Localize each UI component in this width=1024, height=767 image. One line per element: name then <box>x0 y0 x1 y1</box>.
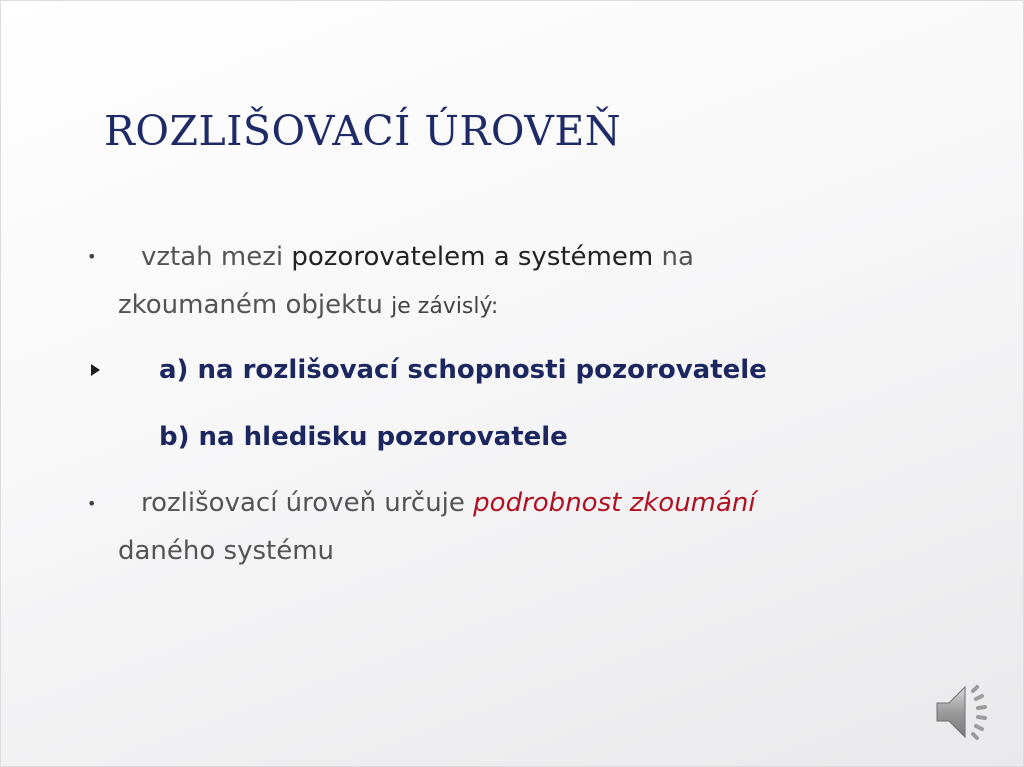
bullet-dot-icon: • <box>87 247 97 266</box>
slide-content <box>1 1 1024 767</box>
bullet-1-line-2-main: zkoumaném objektu <box>118 290 392 320</box>
bullet-1-text-pre: vztah mezi <box>141 242 292 272</box>
bullet-1-line-2 <box>118 285 498 327</box>
bullet-2-line-2: daného systému <box>118 536 335 566</box>
bullet-2-line-1 <box>141 483 756 523</box>
bullet-dot-icon: • <box>87 494 97 513</box>
arrow-bullet-icon <box>91 364 100 376</box>
bullet-1-emphasis: pozorovatelem a systémem <box>291 242 654 272</box>
slide-title: ROZLIŠOVACÍ ÚROVEŇ <box>104 107 622 155</box>
sub-item-a: a) na rozlišovací schopnosti pozorovatele <box>159 355 767 385</box>
bullet-1-text-post: na <box>653 242 694 272</box>
bullet-1-line-1 <box>141 237 694 277</box>
bullet-2-emphasis: podrobnost zkoumání <box>473 488 756 518</box>
bullet-1-line-2-small: je závislý: <box>391 294 499 319</box>
bullet-2-text-pre: rozlišovací úroveň určuje <box>141 488 474 518</box>
sub-item-b: b) na hledisku pozorovatele <box>159 422 568 452</box>
speaker-icon[interactable] <box>933 677 1003 747</box>
